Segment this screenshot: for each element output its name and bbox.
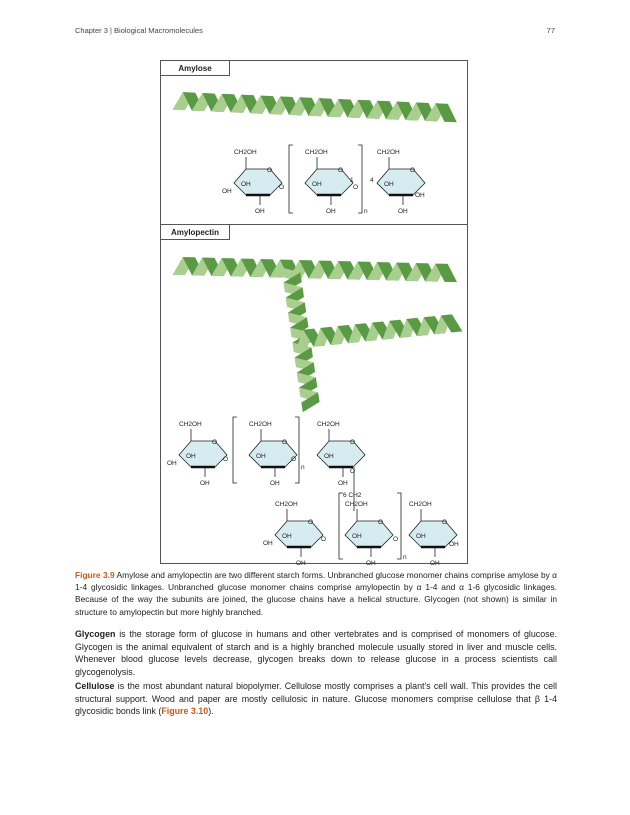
amylopectin-branch-horizontal <box>296 314 462 348</box>
ch2oh-label: CH2OH <box>317 421 340 428</box>
amylopectin-main-helix <box>173 257 457 282</box>
ch2oh-label: CH2OH <box>377 149 400 156</box>
ring-oxygen-label: O <box>282 439 288 446</box>
amylopectin-label: Amylopectin <box>160 224 230 240</box>
ring-oh-label: OH <box>384 181 394 188</box>
glycosidic-oxygen: O <box>291 456 297 463</box>
ch2oh-label: CH2OH <box>409 501 432 508</box>
repeat-bracket-close <box>295 417 299 483</box>
amylose-helix <box>172 92 456 122</box>
ring-oh-label: OH <box>416 533 426 540</box>
branch-ring-3 <box>409 501 457 567</box>
carbon-4-label: 4 <box>370 177 374 184</box>
bottom-oh-label: OH <box>200 480 210 487</box>
ring-oh-label: OH <box>241 181 251 188</box>
bottom-oh-label: OH <box>255 208 265 215</box>
ch2oh-label: CH2OH <box>275 501 298 508</box>
terminal-oh-label: OH <box>449 541 459 548</box>
ring-oh-label: OH <box>256 453 266 460</box>
glycogen-paragraph <box>75 628 557 678</box>
bottom-oh-label: OH <box>270 480 280 487</box>
bottom-oh-label: OH <box>430 560 440 567</box>
ring-oxygen-label: O <box>308 519 314 526</box>
repeat-n-label: n <box>301 464 305 471</box>
branch-ring-2 <box>345 501 393 567</box>
bottom-oh-label: OH <box>366 560 376 567</box>
figure-3-10-link[interactable]: Figure 3.10 <box>161 706 209 717</box>
ring-oxygen-label: O <box>410 167 416 174</box>
terminal-oh-label: OH <box>415 192 425 199</box>
ring-oxygen-label: O <box>442 519 448 526</box>
amylopectin-ring-1 <box>167 421 227 487</box>
bottom-oh-label: OH <box>398 208 408 215</box>
caption-label: Figure 3.9 <box>75 570 115 580</box>
repeat-bracket-open <box>339 493 343 559</box>
glycogen-term: Glycogen <box>75 629 116 639</box>
running-header: Chapter 3 | Biological Macromolecules <box>75 26 203 35</box>
ring-oxygen-label: O <box>212 439 218 446</box>
cellulose-paragraph <box>75 680 557 718</box>
carbon-1-label: 1 <box>350 177 354 184</box>
glycosidic-oxygen: O <box>353 184 359 191</box>
repeat-bracket-open <box>233 417 237 483</box>
glycogen-text: is the storage form of glucose in humans and other vertebrates and is comprised of monomers of glucose. Glycogen is the animal equivalent of starch and is a highly branched molecule usually stored in liver and muscle cells. Whenever blood glucose levels decrease, glycogen breaks down to release glucose in a process scientists call glycogenolysis. <box>75 629 557 677</box>
ring-oh-label: OH <box>312 181 322 188</box>
ch2-6-label: 6 CH2 <box>343 492 362 499</box>
amylose-label: Amylose <box>160 60 230 76</box>
ring-oxygen-label: O <box>350 439 356 446</box>
repeat-n-label: n <box>403 554 407 561</box>
ch2oh-label: CH2OH <box>179 421 202 428</box>
left-oh-label: OH <box>167 460 177 467</box>
amylopectin-ring-3 <box>317 421 365 487</box>
ch2oh-label: CH2OH <box>249 421 272 428</box>
ring-oh-label: OH <box>186 453 196 460</box>
amylose-ring-2 <box>305 149 353 215</box>
amylose-ring-3 <box>377 149 425 215</box>
cellulose-term: Cellulose <box>75 681 115 691</box>
ring-oh-label: OH <box>282 533 292 540</box>
ring-oh-label: OH <box>352 533 362 540</box>
glycosidic-oxygen: O <box>279 184 285 191</box>
glycosidic-oxygen: O <box>321 536 327 543</box>
starch-structure-diagram <box>161 61 467 567</box>
ring-oxygen-label: O <box>338 167 344 174</box>
glycosidic-oxygen: O <box>393 536 399 543</box>
cellulose-end: ). <box>208 706 214 717</box>
branch-ring-1 <box>263 501 323 567</box>
ring-oxygen-label: O <box>267 167 273 174</box>
ring-oxygen-label: O <box>378 519 384 526</box>
ch2oh-label: CH2OH <box>234 149 257 156</box>
left-oh-label: OH <box>263 540 273 547</box>
repeat-n-label: n <box>364 208 368 215</box>
caption-text: Amylose and amylopectin are two different starch forms. Unbranched glucose monomer chains comprise amylose by α 1-4 glycosidic linkages. Unbranched glucose monomer chains comprise amylopectin by α 1-4 and α 1-6 glycosidic linkages. Because of the way the subunits are joined, the glucose chains have a helical structure. Glycogen (not shown) is similar in structure to amylopectin but more highly branched. <box>75 570 557 617</box>
repeat-bracket-close <box>358 145 362 213</box>
starch-figure <box>160 60 468 567</box>
figure-caption <box>75 569 557 618</box>
repeat-bracket-open <box>289 145 293 213</box>
ch2oh-label: CH2OH <box>345 501 368 508</box>
cellulose-text: is the most abundant natural biopolymer. Cellulose mostly comprises a plant's cell wall. This provides the cell structural support. Wood and paper are mostly cellulosic in nature. Glucose monomers comprise cellulose that β 1-4 glycosidic bonds link ( <box>75 681 557 717</box>
amylopectin-ring-2 <box>249 421 297 487</box>
glycosidic-oxygen: O <box>223 456 229 463</box>
repeat-bracket-close <box>397 493 401 559</box>
left-oh-label: OH <box>222 188 232 195</box>
ch2oh-label: CH2OH <box>305 149 328 156</box>
branch-oxygen: O <box>350 468 356 475</box>
ring-oh-label: OH <box>324 453 334 460</box>
bottom-oh-label: OH <box>296 560 306 567</box>
amylose-ring-1 <box>222 149 285 215</box>
bottom-oh-label: OH <box>338 480 348 487</box>
page-number: 77 <box>546 26 555 35</box>
bottom-oh-label: OH <box>326 208 336 215</box>
